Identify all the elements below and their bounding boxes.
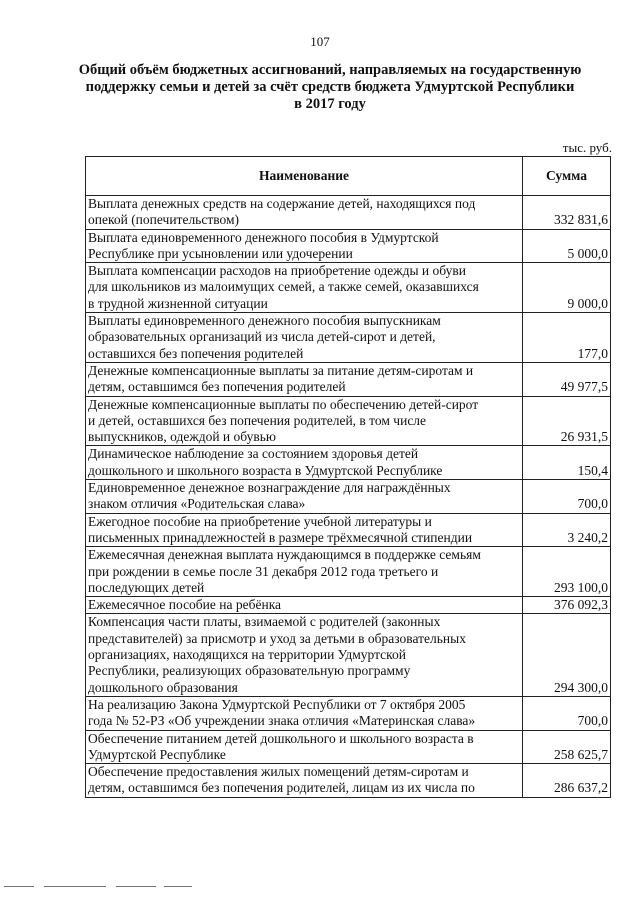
document-title	[60, 62, 600, 113]
row-name-cell	[86, 229, 523, 263]
row-sum-cell: 3 240,2	[523, 513, 611, 547]
table-row	[86, 396, 611, 446]
row-sum-cell: 376 092,3	[523, 597, 611, 614]
row-name-line: года № 52-РЗ «Об учреждении знака отличия «Материнская слава»	[88, 713, 476, 729]
row-sum-cell: 5 000,0	[523, 229, 611, 263]
table-row	[86, 614, 611, 696]
row-name-cell	[86, 513, 523, 547]
row-name-cell	[86, 614, 523, 696]
table-header-row	[86, 157, 611, 196]
table-row	[86, 196, 611, 230]
row-name-cell	[86, 396, 523, 446]
table-row	[86, 313, 611, 363]
row-name-line: Выплата компенсации расходов на приобретение одежды и обуви	[88, 263, 466, 279]
title-line: поддержку семьи и детей за счёт средств бюджета Удмуртской Республики	[85, 79, 575, 95]
table-row	[86, 597, 611, 614]
scan-edge-marks	[4, 886, 224, 890]
row-name-line: опекой (попечительством)	[88, 212, 240, 228]
row-name-line: Динамическое наблюдение за состоянием здоровья детей	[88, 446, 419, 462]
row-name-line: Обеспечение питанием детей дошкольного и школьного возраста в	[88, 730, 474, 746]
row-name-line: детям, оставшимся без попечения родителей, лицам из их числа по	[88, 780, 475, 796]
row-name-line: Республики, реализующих образовательную программу	[88, 663, 411, 679]
table-row	[86, 696, 611, 730]
row-name-line: знаком отличия «Родительская слава»	[88, 496, 306, 512]
row-name-line: На реализацию Закона Удмуртской Республики от 7 октября 2005	[88, 696, 466, 712]
table-row	[86, 446, 611, 480]
page-number: 107	[310, 34, 330, 49]
row-name-line: Единовременное денежное вознаграждение для награждённых	[88, 480, 451, 496]
column-header-sum: Сумма	[523, 157, 611, 196]
row-name-line: Ежегодное пособие на приобретение учебной литературы и	[88, 513, 432, 529]
row-name-line: в трудной жизненной ситуации	[88, 295, 268, 311]
row-name-line: Удмуртской Республике	[88, 746, 226, 762]
table-row	[86, 513, 611, 547]
row-sum-cell: 286 637,2	[523, 764, 611, 798]
row-name-line: письменных принадлежностей в размере трёхмесячной стипендии	[88, 529, 473, 545]
row-name-line: Денежные компенсационные выплаты по обеспечению детей-сирот	[88, 396, 479, 412]
row-name-cell	[86, 263, 523, 313]
row-name-line: дошкольного образования	[88, 679, 238, 695]
row-sum-cell: 26 931,5	[523, 396, 611, 446]
budget-table	[85, 156, 611, 798]
row-sum-cell: 293 100,0	[523, 547, 611, 597]
table-row	[86, 764, 611, 798]
row-name-cell	[86, 597, 523, 614]
row-name-cell	[86, 196, 523, 230]
row-name-line: Компенсация части платы, взимаемой с родителей (законных	[88, 614, 441, 630]
row-sum-cell: 258 625,7	[523, 730, 611, 764]
row-name-line: Выплата единовременного денежного пособия в Удмуртской	[88, 229, 439, 245]
table-body	[86, 196, 611, 798]
table-row	[86, 547, 611, 597]
row-sum-cell: 9 000,0	[523, 263, 611, 313]
row-name-line: и детей, оставшихся без попечения родителей, в том числе	[88, 412, 427, 428]
row-sum-cell: 177,0	[523, 313, 611, 363]
row-sum-cell: 49 977,5	[523, 362, 611, 396]
title-line: Общий объём бюджетных ассигнований, направляемых на государственную	[78, 62, 582, 78]
row-sum-cell: 150,4	[523, 446, 611, 480]
row-name-line: Выплаты единовременного денежного пособия выпускникам	[88, 313, 441, 329]
row-name-line: Выплата денежных средств на содержание детей, находящихся под	[88, 196, 476, 211]
row-name-line: Республике при усыновлении или удочерении	[88, 245, 353, 261]
row-name-line: детям, оставшимся без попечения родителей	[88, 379, 346, 395]
row-name-cell	[86, 730, 523, 764]
table-row	[86, 480, 611, 514]
row-name-cell	[86, 362, 523, 396]
row-name-line: для школьников из малоимущих семей, а также семей, оказавшихся	[88, 279, 479, 295]
title-line: в 2017 году	[294, 96, 366, 112]
row-name-line: образовательных организаций из числа детей-сирот и детей,	[88, 329, 436, 345]
row-name-cell	[86, 764, 523, 798]
row-name-cell	[86, 547, 523, 597]
row-name-cell	[86, 446, 523, 480]
units-label: тыс. руб.	[562, 140, 612, 155]
column-header-name: Наименование	[86, 157, 523, 196]
row-name-cell	[86, 313, 523, 363]
row-name-line: при рождении в семье после 31 декабря 2012 года третьего и	[88, 563, 439, 579]
row-sum-cell: 700,0	[523, 696, 611, 730]
row-name-line: Денежные компенсационные выплаты за питание детям-сиротам и	[88, 362, 474, 378]
row-name-cell	[86, 480, 523, 514]
row-name-cell	[86, 696, 523, 730]
row-name-line: последующих детей	[88, 579, 205, 595]
table-row	[86, 263, 611, 313]
row-sum-cell: 700,0	[523, 480, 611, 514]
table-row	[86, 730, 611, 764]
table-row	[86, 362, 611, 396]
row-sum-cell: 332 831,6	[523, 196, 611, 230]
row-name-line: Ежемесячная денежная выплата нуждающимся в поддержке семьям	[88, 547, 481, 563]
row-name-line: выпускников, одеждой и обувью	[88, 429, 277, 445]
row-name-line: Обеспечение предоставления жилых помещений детям-сиротам и	[88, 764, 469, 780]
row-name-line: Ежемесячное пособие на ребёнка	[88, 597, 282, 613]
row-name-line: дошкольного и школьного возраста в Удмуртской Республике	[88, 462, 443, 478]
row-name-line: оставшихся без попечения родителей	[88, 345, 304, 361]
table-row	[86, 229, 611, 263]
row-name-line: организациях, находящихся на территории Удмуртской	[88, 647, 406, 663]
row-sum-cell: 294 300,0	[523, 614, 611, 696]
row-name-line: представителей) за присмотр и уход за детьми в образовательных	[88, 630, 466, 646]
